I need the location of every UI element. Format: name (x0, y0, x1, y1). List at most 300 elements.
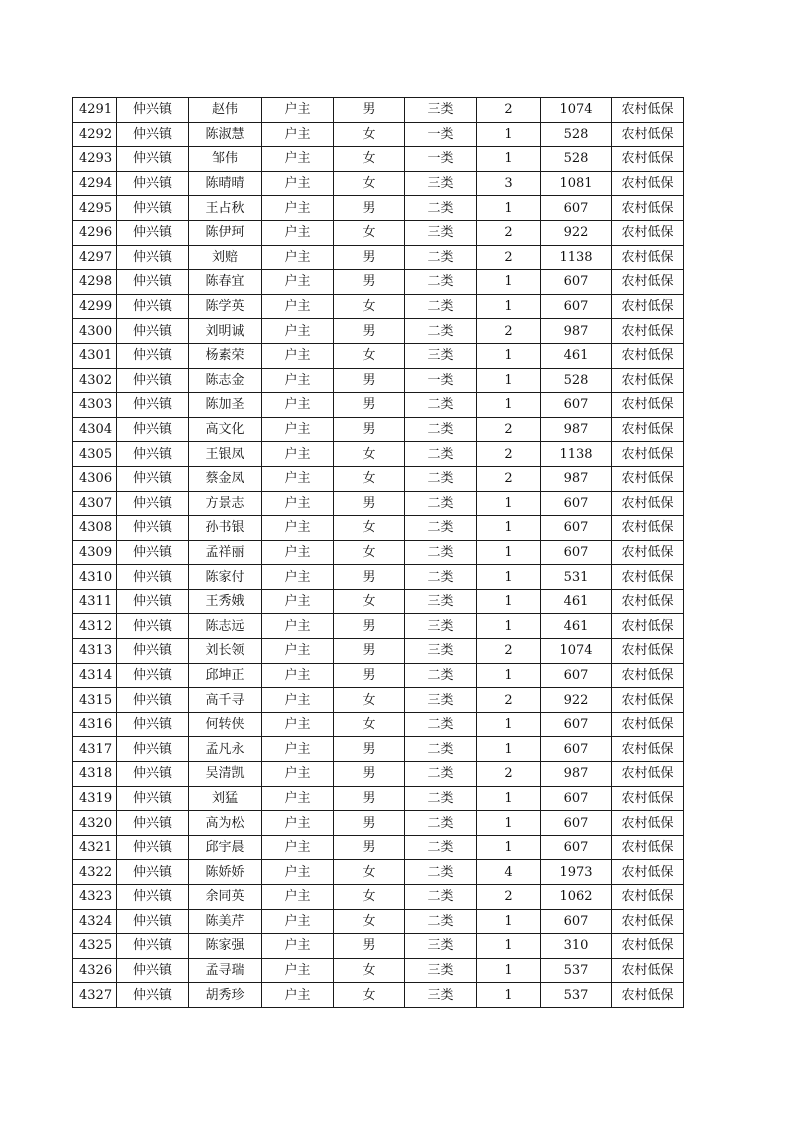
name-cell: 邱坤正 (189, 663, 262, 688)
township-cell: 仲兴镇 (117, 540, 189, 565)
assistance-type-cell: 农村低保 (612, 540, 684, 565)
assistance-type-cell: 农村低保 (612, 811, 684, 836)
serial-number-cell: 4319 (73, 786, 117, 811)
name-cell: 高千寻 (189, 688, 262, 713)
relation-cell: 户主 (262, 565, 334, 590)
assistance-type-cell: 农村低保 (612, 196, 684, 221)
household-size-cell: 3 (477, 171, 541, 196)
table-row (73, 245, 684, 270)
name-cell: 邱宇晨 (189, 835, 262, 860)
gender-cell: 女 (334, 122, 405, 147)
gender-cell: 男 (334, 565, 405, 590)
amount-cell: 987 (541, 762, 612, 787)
category-cell: 二类 (405, 294, 477, 319)
assistance-type-cell: 农村低保 (612, 909, 684, 934)
gender-cell: 女 (334, 147, 405, 172)
serial-number-cell: 4303 (73, 393, 117, 418)
township-cell: 仲兴镇 (117, 98, 189, 123)
category-cell: 二类 (405, 909, 477, 934)
category-cell: 三类 (405, 98, 477, 123)
serial-number-cell: 4324 (73, 909, 117, 934)
name-cell: 陈加圣 (189, 393, 262, 418)
gender-cell: 男 (334, 614, 405, 639)
serial-number-cell: 4315 (73, 688, 117, 713)
amount-cell: 1081 (541, 171, 612, 196)
household-size-cell: 1 (477, 983, 541, 1008)
relation-cell: 户主 (262, 294, 334, 319)
household-size-cell: 1 (477, 786, 541, 811)
relation-cell: 户主 (262, 811, 334, 836)
relation-cell: 户主 (262, 712, 334, 737)
township-cell: 仲兴镇 (117, 835, 189, 860)
township-cell: 仲兴镇 (117, 393, 189, 418)
relation-cell: 户主 (262, 860, 334, 885)
table-row (73, 220, 684, 245)
table-row (73, 909, 684, 934)
household-size-cell: 1 (477, 122, 541, 147)
category-cell: 一类 (405, 368, 477, 393)
relation-cell: 户主 (262, 737, 334, 762)
name-cell: 吴清凯 (189, 762, 262, 787)
township-cell: 仲兴镇 (117, 614, 189, 639)
gender-cell: 女 (334, 442, 405, 467)
amount-cell: 607 (541, 737, 612, 762)
township-cell: 仲兴镇 (117, 565, 189, 590)
table-row (73, 393, 684, 418)
gender-cell: 女 (334, 294, 405, 319)
township-cell: 仲兴镇 (117, 319, 189, 344)
amount-cell: 607 (541, 663, 612, 688)
name-cell: 刘明诚 (189, 319, 262, 344)
table-row (73, 98, 684, 123)
category-cell: 二类 (405, 319, 477, 344)
township-cell: 仲兴镇 (117, 122, 189, 147)
table-row (73, 491, 684, 516)
category-cell: 二类 (405, 442, 477, 467)
assistance-type-cell: 农村低保 (612, 860, 684, 885)
household-size-cell: 4 (477, 860, 541, 885)
gender-cell: 男 (334, 639, 405, 664)
table-row (73, 762, 684, 787)
name-cell: 杨素荣 (189, 343, 262, 368)
township-cell: 仲兴镇 (117, 811, 189, 836)
serial-number-cell: 4306 (73, 466, 117, 491)
name-cell: 刘长领 (189, 639, 262, 664)
serial-number-cell: 4310 (73, 565, 117, 590)
gender-cell: 女 (334, 688, 405, 713)
amount-cell: 607 (541, 196, 612, 221)
relation-cell: 户主 (262, 885, 334, 910)
township-cell: 仲兴镇 (117, 639, 189, 664)
table-row (73, 122, 684, 147)
table-row (73, 639, 684, 664)
category-cell: 三类 (405, 614, 477, 639)
assistance-type-cell: 农村低保 (612, 491, 684, 516)
assistance-type-cell: 农村低保 (612, 442, 684, 467)
name-cell: 陈家付 (189, 565, 262, 590)
name-cell: 陈美芹 (189, 909, 262, 934)
table-row (73, 196, 684, 221)
serial-number-cell: 4308 (73, 516, 117, 541)
category-cell: 二类 (405, 860, 477, 885)
gender-cell: 男 (334, 786, 405, 811)
relation-cell: 户主 (262, 417, 334, 442)
name-cell: 孟凡永 (189, 737, 262, 762)
category-cell: 二类 (405, 885, 477, 910)
serial-number-cell: 4326 (73, 958, 117, 983)
relation-cell: 户主 (262, 934, 334, 959)
category-cell: 二类 (405, 811, 477, 836)
township-cell: 仲兴镇 (117, 343, 189, 368)
household-size-cell: 1 (477, 343, 541, 368)
relation-cell: 户主 (262, 466, 334, 491)
category-cell: 二类 (405, 540, 477, 565)
assistance-type-cell: 农村低保 (612, 220, 684, 245)
gender-cell: 女 (334, 589, 405, 614)
household-size-cell: 2 (477, 442, 541, 467)
serial-number-cell: 4301 (73, 343, 117, 368)
household-size-cell: 1 (477, 491, 541, 516)
amount-cell: 528 (541, 147, 612, 172)
relation-cell: 户主 (262, 983, 334, 1008)
table-row (73, 885, 684, 910)
assistance-type-cell: 农村低保 (612, 614, 684, 639)
assistance-type-cell: 农村低保 (612, 393, 684, 418)
township-cell: 仲兴镇 (117, 688, 189, 713)
gender-cell: 男 (334, 270, 405, 295)
serial-number-cell: 4323 (73, 885, 117, 910)
category-cell: 一类 (405, 147, 477, 172)
table-row (73, 442, 684, 467)
table-row (73, 663, 684, 688)
gender-cell: 男 (334, 368, 405, 393)
table-row (73, 614, 684, 639)
serial-number-cell: 4293 (73, 147, 117, 172)
household-size-cell: 2 (477, 639, 541, 664)
township-cell: 仲兴镇 (117, 147, 189, 172)
amount-cell: 607 (541, 835, 612, 860)
table-row (73, 368, 684, 393)
amount-cell: 607 (541, 516, 612, 541)
gender-cell: 女 (334, 983, 405, 1008)
relation-cell: 户主 (262, 245, 334, 270)
assistance-type-cell: 农村低保 (612, 368, 684, 393)
relation-cell: 户主 (262, 196, 334, 221)
category-cell: 三类 (405, 688, 477, 713)
relation-cell: 户主 (262, 171, 334, 196)
township-cell: 仲兴镇 (117, 860, 189, 885)
relation-cell: 户主 (262, 319, 334, 344)
assistance-type-cell: 农村低保 (612, 983, 684, 1008)
assistance-type-cell: 农村低保 (612, 270, 684, 295)
township-cell: 仲兴镇 (117, 663, 189, 688)
serial-number-cell: 4327 (73, 983, 117, 1008)
amount-cell: 987 (541, 319, 612, 344)
serial-number-cell: 4291 (73, 98, 117, 123)
table-row (73, 712, 684, 737)
amount-cell: 922 (541, 220, 612, 245)
serial-number-cell: 4311 (73, 589, 117, 614)
township-cell: 仲兴镇 (117, 786, 189, 811)
serial-number-cell: 4312 (73, 614, 117, 639)
household-size-cell: 2 (477, 220, 541, 245)
amount-cell: 607 (541, 712, 612, 737)
amount-cell: 531 (541, 565, 612, 590)
table-row (73, 958, 684, 983)
assistance-type-cell: 农村低保 (612, 688, 684, 713)
name-cell: 陈学英 (189, 294, 262, 319)
name-cell: 方景志 (189, 491, 262, 516)
relation-cell: 户主 (262, 762, 334, 787)
category-cell: 二类 (405, 196, 477, 221)
serial-number-cell: 4322 (73, 860, 117, 885)
household-size-cell: 2 (477, 762, 541, 787)
household-size-cell: 1 (477, 663, 541, 688)
assistance-type-cell: 农村低保 (612, 171, 684, 196)
relation-cell: 户主 (262, 663, 334, 688)
assistance-type-cell: 农村低保 (612, 294, 684, 319)
table-row (73, 270, 684, 295)
household-size-cell: 1 (477, 958, 541, 983)
name-cell: 王秀娥 (189, 589, 262, 614)
amount-cell: 922 (541, 688, 612, 713)
serial-number-cell: 4292 (73, 122, 117, 147)
table-row (73, 417, 684, 442)
gender-cell: 男 (334, 319, 405, 344)
table-row (73, 466, 684, 491)
table-row (73, 983, 684, 1008)
serial-number-cell: 4320 (73, 811, 117, 836)
assistance-type-cell: 农村低保 (612, 319, 684, 344)
household-size-cell: 1 (477, 565, 541, 590)
name-cell: 余同英 (189, 885, 262, 910)
serial-number-cell: 4307 (73, 491, 117, 516)
name-cell: 陈伊珂 (189, 220, 262, 245)
household-size-cell: 1 (477, 147, 541, 172)
amount-cell: 310 (541, 934, 612, 959)
serial-number-cell: 4296 (73, 220, 117, 245)
table-row (73, 147, 684, 172)
relation-cell: 户主 (262, 540, 334, 565)
township-cell: 仲兴镇 (117, 909, 189, 934)
gender-cell: 女 (334, 516, 405, 541)
serial-number-cell: 4304 (73, 417, 117, 442)
assistance-type-cell: 农村低保 (612, 589, 684, 614)
township-cell: 仲兴镇 (117, 589, 189, 614)
gender-cell: 女 (334, 909, 405, 934)
category-cell: 二类 (405, 270, 477, 295)
table-row (73, 934, 684, 959)
township-cell: 仲兴镇 (117, 417, 189, 442)
household-size-cell: 1 (477, 196, 541, 221)
name-cell: 蔡金凤 (189, 466, 262, 491)
category-cell: 二类 (405, 565, 477, 590)
serial-number-cell: 4294 (73, 171, 117, 196)
name-cell: 刘赔 (189, 245, 262, 270)
table-row (73, 737, 684, 762)
household-size-cell: 1 (477, 835, 541, 860)
relation-cell: 户主 (262, 98, 334, 123)
township-cell: 仲兴镇 (117, 983, 189, 1008)
relation-cell: 户主 (262, 122, 334, 147)
household-size-cell: 1 (477, 294, 541, 319)
amount-cell: 461 (541, 614, 612, 639)
household-size-cell: 1 (477, 934, 541, 959)
category-cell: 三类 (405, 343, 477, 368)
amount-cell: 528 (541, 368, 612, 393)
table-row (73, 860, 684, 885)
relation-cell: 户主 (262, 639, 334, 664)
gender-cell: 男 (334, 417, 405, 442)
name-cell: 赵伟 (189, 98, 262, 123)
table-row (73, 343, 684, 368)
category-cell: 三类 (405, 639, 477, 664)
assistance-type-cell: 农村低保 (612, 245, 684, 270)
household-size-cell: 1 (477, 368, 541, 393)
amount-cell: 1074 (541, 639, 612, 664)
assistance-type-cell: 农村低保 (612, 786, 684, 811)
name-cell: 高为松 (189, 811, 262, 836)
amount-cell: 537 (541, 958, 612, 983)
amount-cell: 607 (541, 540, 612, 565)
table-row (73, 171, 684, 196)
name-cell: 陈淑慧 (189, 122, 262, 147)
gender-cell: 男 (334, 245, 405, 270)
relation-cell: 户主 (262, 614, 334, 639)
relation-cell: 户主 (262, 958, 334, 983)
table-row (73, 565, 684, 590)
table-row (73, 835, 684, 860)
amount-cell: 1138 (541, 245, 612, 270)
assistance-type-cell: 农村低保 (612, 737, 684, 762)
roster-body (73, 98, 684, 1008)
assistance-type-cell: 农村低保 (612, 343, 684, 368)
name-cell: 陈志远 (189, 614, 262, 639)
relation-cell: 户主 (262, 270, 334, 295)
serial-number-cell: 4297 (73, 245, 117, 270)
name-cell: 王银凤 (189, 442, 262, 467)
serial-number-cell: 4295 (73, 196, 117, 221)
table-row (73, 589, 684, 614)
household-size-cell: 1 (477, 712, 541, 737)
township-cell: 仲兴镇 (117, 245, 189, 270)
serial-number-cell: 4302 (73, 368, 117, 393)
household-size-cell: 1 (477, 737, 541, 762)
township-cell: 仲兴镇 (117, 885, 189, 910)
gender-cell: 女 (334, 171, 405, 196)
serial-number-cell: 4321 (73, 835, 117, 860)
amount-cell: 607 (541, 811, 612, 836)
household-size-cell: 1 (477, 270, 541, 295)
name-cell: 陈家强 (189, 934, 262, 959)
table-row (73, 540, 684, 565)
name-cell: 陈娇娇 (189, 860, 262, 885)
relation-cell: 户主 (262, 688, 334, 713)
table-row (73, 786, 684, 811)
amount-cell: 607 (541, 294, 612, 319)
amount-cell: 528 (541, 122, 612, 147)
household-size-cell: 2 (477, 245, 541, 270)
category-cell: 二类 (405, 466, 477, 491)
relation-cell: 户主 (262, 786, 334, 811)
amount-cell: 1062 (541, 885, 612, 910)
category-cell: 二类 (405, 417, 477, 442)
table-row (73, 811, 684, 836)
township-cell: 仲兴镇 (117, 516, 189, 541)
gender-cell: 女 (334, 540, 405, 565)
serial-number-cell: 4317 (73, 737, 117, 762)
amount-cell: 607 (541, 491, 612, 516)
serial-number-cell: 4313 (73, 639, 117, 664)
township-cell: 仲兴镇 (117, 368, 189, 393)
township-cell: 仲兴镇 (117, 442, 189, 467)
gender-cell: 女 (334, 958, 405, 983)
category-cell: 三类 (405, 589, 477, 614)
table-row (73, 294, 684, 319)
category-cell: 三类 (405, 171, 477, 196)
name-cell: 孙书银 (189, 516, 262, 541)
amount-cell: 461 (541, 343, 612, 368)
category-cell: 二类 (405, 762, 477, 787)
relation-cell: 户主 (262, 516, 334, 541)
serial-number-cell: 4316 (73, 712, 117, 737)
relation-cell: 户主 (262, 220, 334, 245)
gender-cell: 男 (334, 835, 405, 860)
gender-cell: 女 (334, 860, 405, 885)
amount-cell: 607 (541, 270, 612, 295)
township-cell: 仲兴镇 (117, 294, 189, 319)
name-cell: 陈晴晴 (189, 171, 262, 196)
household-size-cell: 2 (477, 319, 541, 344)
subsidy-roster-table (72, 97, 684, 1008)
category-cell: 三类 (405, 983, 477, 1008)
gender-cell: 女 (334, 343, 405, 368)
gender-cell: 男 (334, 762, 405, 787)
serial-number-cell: 4309 (73, 540, 117, 565)
category-cell: 三类 (405, 958, 477, 983)
serial-number-cell: 4325 (73, 934, 117, 959)
township-cell: 仲兴镇 (117, 270, 189, 295)
category-cell: 二类 (405, 393, 477, 418)
relation-cell: 户主 (262, 393, 334, 418)
household-size-cell: 2 (477, 98, 541, 123)
table-row (73, 688, 684, 713)
household-size-cell: 2 (477, 466, 541, 491)
category-cell: 二类 (405, 516, 477, 541)
category-cell: 三类 (405, 220, 477, 245)
assistance-type-cell: 农村低保 (612, 98, 684, 123)
name-cell: 陈春宜 (189, 270, 262, 295)
gender-cell: 男 (334, 393, 405, 418)
amount-cell: 987 (541, 466, 612, 491)
assistance-type-cell: 农村低保 (612, 147, 684, 172)
assistance-type-cell: 农村低保 (612, 934, 684, 959)
assistance-type-cell: 农村低保 (612, 565, 684, 590)
name-cell: 胡秀珍 (189, 983, 262, 1008)
household-size-cell: 1 (477, 589, 541, 614)
gender-cell: 女 (334, 885, 405, 910)
relation-cell: 户主 (262, 147, 334, 172)
category-cell: 二类 (405, 712, 477, 737)
name-cell: 刘猛 (189, 786, 262, 811)
gender-cell: 男 (334, 196, 405, 221)
household-size-cell: 1 (477, 614, 541, 639)
gender-cell: 男 (334, 737, 405, 762)
name-cell: 何转侠 (189, 712, 262, 737)
household-size-cell: 2 (477, 688, 541, 713)
category-cell: 三类 (405, 934, 477, 959)
name-cell: 高文化 (189, 417, 262, 442)
